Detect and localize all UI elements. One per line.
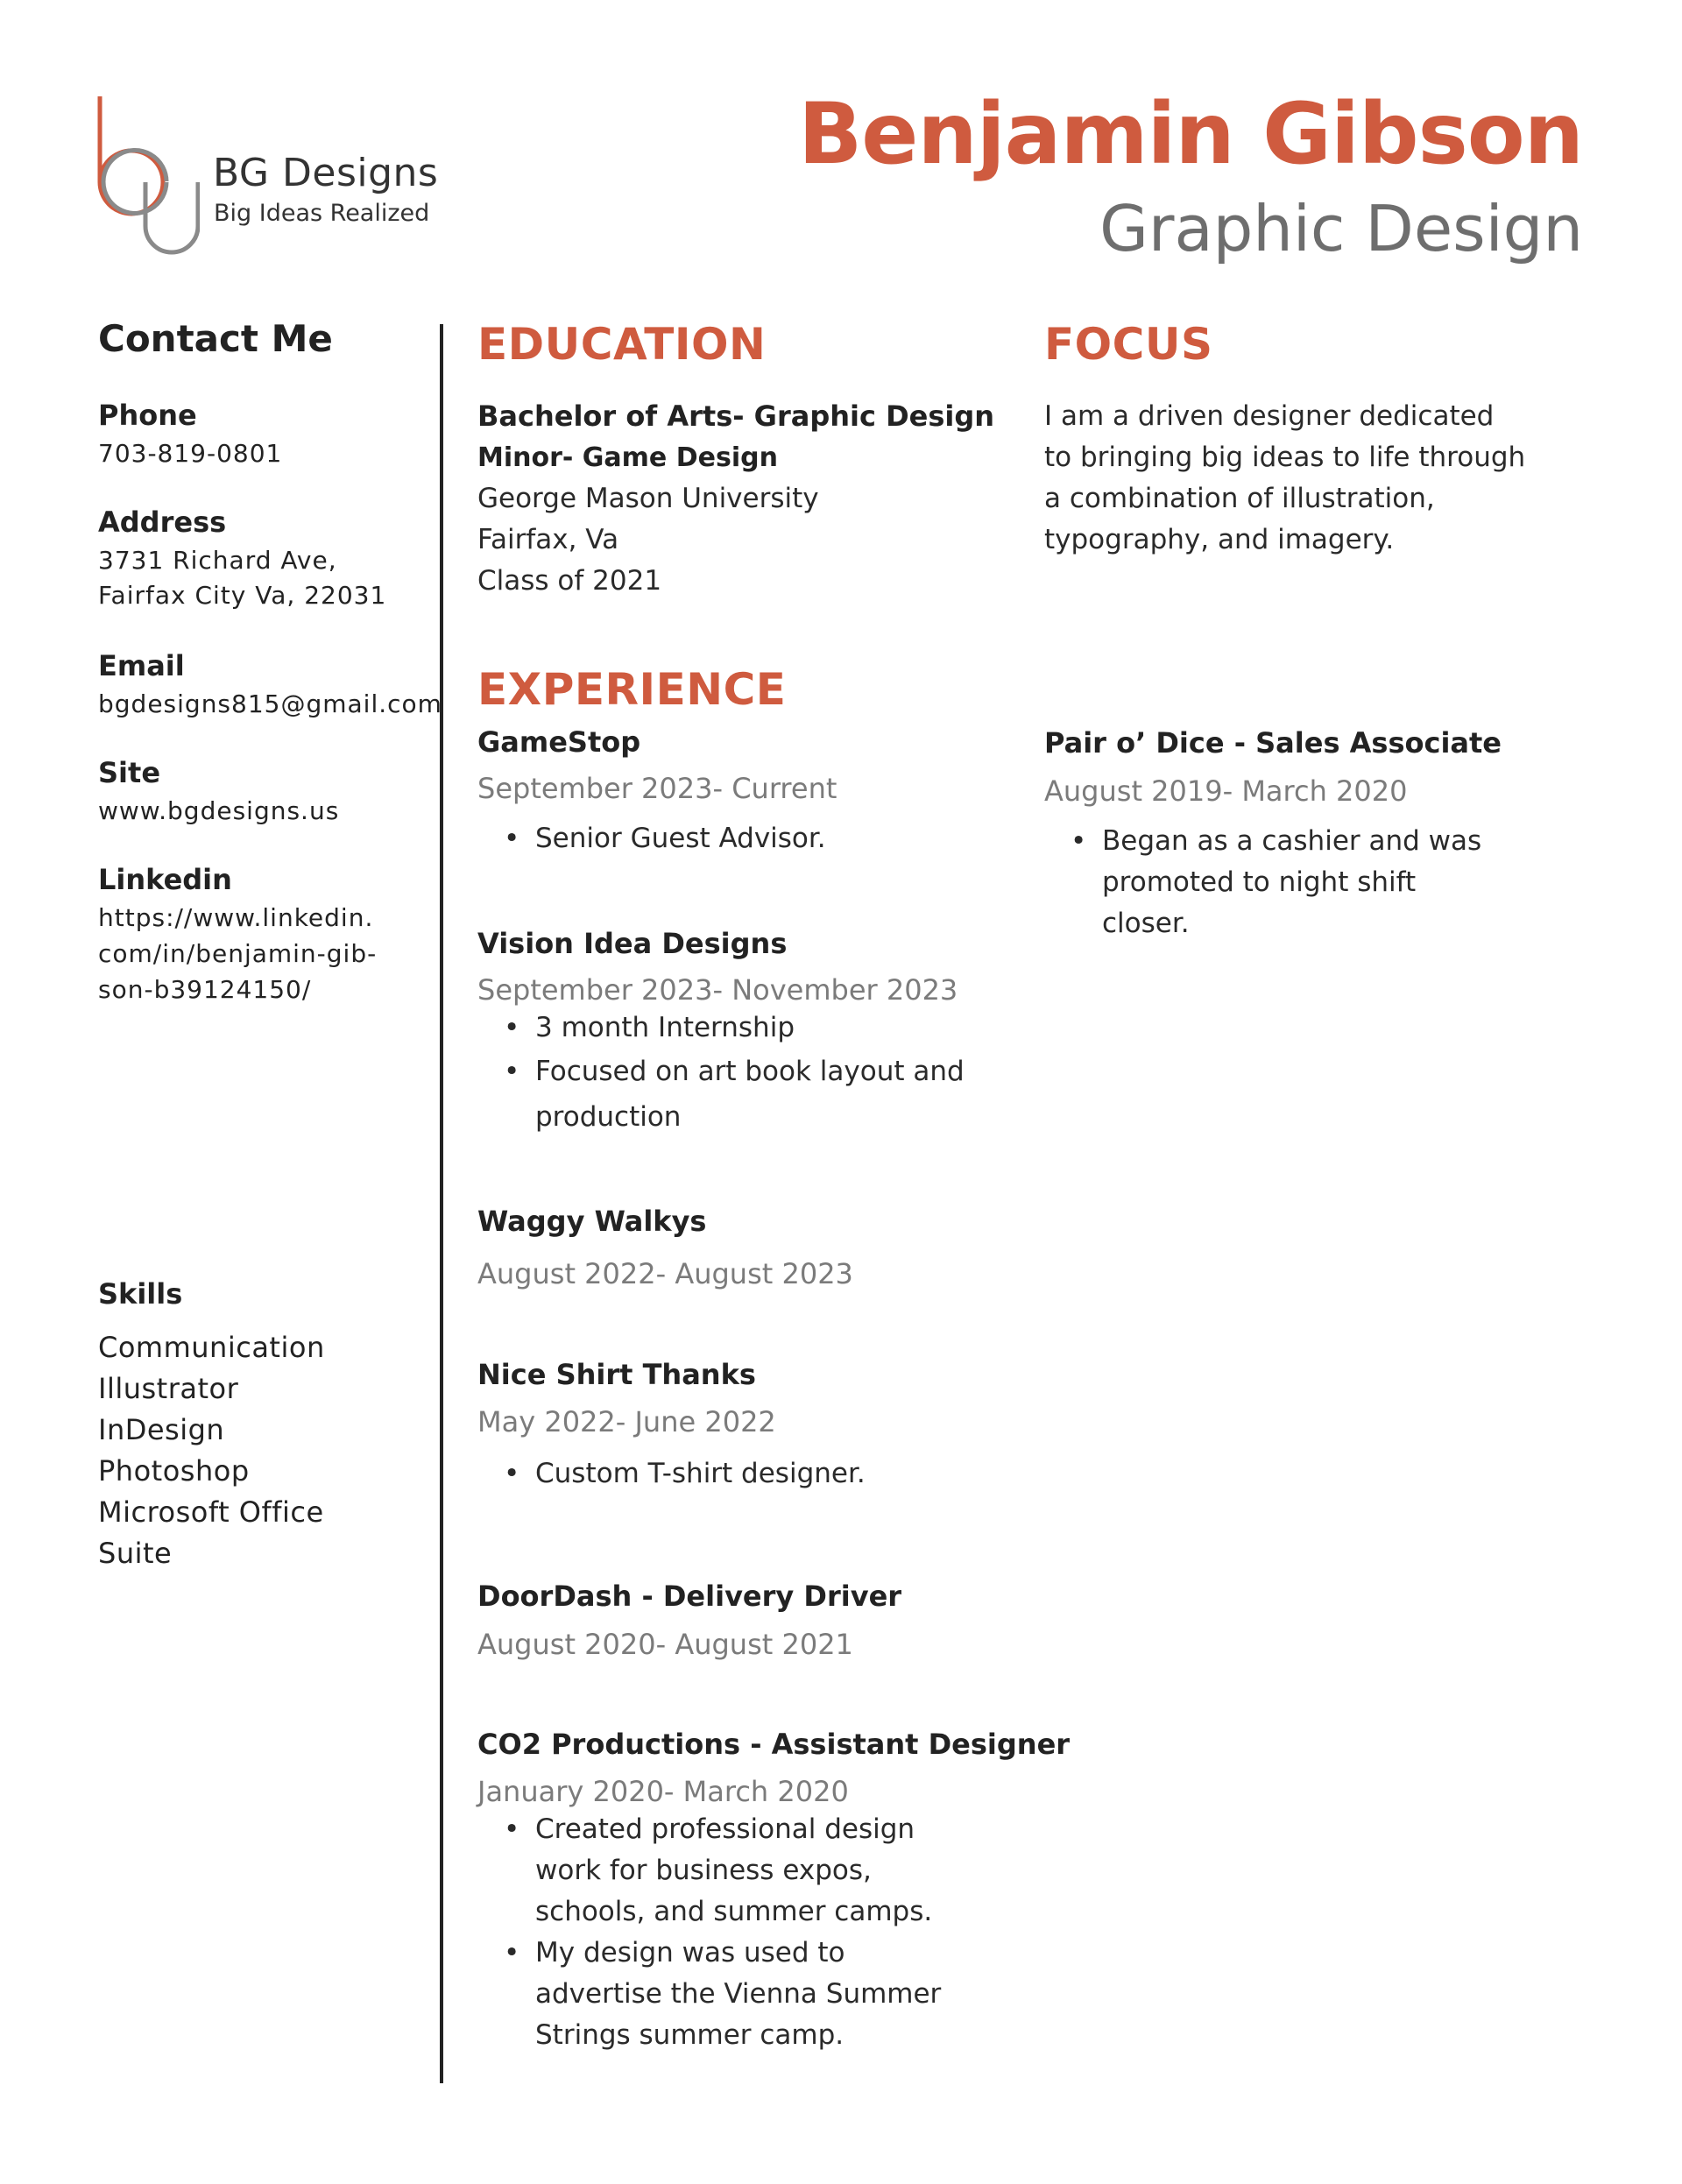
job-bullet: • Began as a cashier and was promoted to night shift closer. <box>1044 821 1509 944</box>
site-label: Site <box>98 756 161 789</box>
job-entry <box>477 725 1038 859</box>
linkedin-line: son-b39124150/ <box>98 975 312 1004</box>
email-link[interactable]: bgdesigns815@gmail.com <box>98 689 442 718</box>
bg-monogram-icon <box>95 95 200 261</box>
school-city: Fairfax, Va <box>477 524 619 555</box>
job-dates: September 2023- Current <box>477 772 837 806</box>
skill-item: Suite <box>98 1537 173 1570</box>
skill-item: Illustrator <box>98 1372 239 1405</box>
job-title: Vision Idea Designs <box>477 927 788 960</box>
job-bullets <box>477 1007 968 1140</box>
job-bullet: • Custom T-shirt designer. <box>477 1453 1038 1495</box>
focus-line: to bringing big ideas to life through <box>1044 442 1526 473</box>
focus-line: typography, and imagery. <box>1044 524 1395 555</box>
contact-heading: Contact Me <box>98 317 333 360</box>
graduation-class: Class of 2021 <box>477 565 662 597</box>
focus-line: a combination of illustration, <box>1044 483 1435 514</box>
column-divider <box>440 324 443 2083</box>
job-title: CO2 Productions - Assistant Designer <box>477 1728 1071 1761</box>
degree: Bachelor of Arts- Graphic Design <box>477 399 995 433</box>
education-heading: EDUCATION <box>477 319 767 370</box>
linkedin-label: Linkedin <box>98 863 232 896</box>
page-title: Benjamin Gibson <box>798 85 1583 183</box>
job-entry <box>477 1205 1038 1291</box>
phone-value: 703-819-0801 <box>98 439 283 468</box>
skill-item: Microsoft Office <box>98 1495 324 1529</box>
job-bullets <box>1044 821 1509 944</box>
job-dates: August 2020- August 2021 <box>477 1628 853 1662</box>
job-bullet: • 3 month Internship <box>477 1007 968 1049</box>
skill-item: InDesign <box>98 1413 225 1446</box>
job-title: DoorDash - Delivery Driver <box>477 1580 902 1613</box>
job-title: Nice Shirt Thanks <box>477 1358 756 1391</box>
brand-logo <box>95 95 463 261</box>
phone-label: Phone <box>98 399 197 432</box>
linkedin-line: https://www.linkedin. <box>98 903 374 932</box>
job-dates: September 2023- November 2023 <box>477 973 958 1007</box>
skills-list <box>98 1327 325 1574</box>
job-bullets <box>477 1809 968 2056</box>
experience-heading: EXPERIENCE <box>477 664 787 715</box>
brand-name: BG Designs <box>213 151 439 195</box>
focus-heading: FOCUS <box>1044 319 1213 370</box>
job-dates: May 2022- June 2022 <box>477 1405 776 1439</box>
job-bullet: • Focused on art book layout and production <box>477 1049 968 1140</box>
job-bullet: • Created professional design work for business expos, schools, and summer camps. <box>477 1809 968 1933</box>
job-title: GameStop <box>477 725 641 759</box>
education-block <box>477 396 994 602</box>
focus-text <box>1044 396 1525 561</box>
brand-tagline: Big Ideas Realized <box>214 200 430 227</box>
address-label: Address <box>98 505 227 539</box>
linkedin-line: com/in/benjamin-gib- <box>98 939 378 968</box>
job-bullet: • My design was used to advertise the Vienna Summer Strings summer camp. <box>477 1933 968 2056</box>
job-bullet: • Senior Guest Advisor. <box>477 818 1038 859</box>
job-bullets <box>477 818 1038 859</box>
job-bullets <box>477 1453 1038 1495</box>
email-label: Email <box>98 649 185 682</box>
minor: Minor- Game Design <box>477 442 778 473</box>
job-title: Pair o’ Dice - Sales Associate <box>1044 726 1502 760</box>
skill-item: Communication <box>98 1331 325 1364</box>
job-title: Waggy Walkys <box>477 1205 707 1238</box>
focus-line: I am a driven designer dedicated <box>1044 400 1495 432</box>
site-link[interactable]: www.bgdesigns.us <box>98 796 340 825</box>
job-entry <box>477 1728 1071 2056</box>
address-line-2: Fairfax City Va, 22031 <box>98 581 387 610</box>
skill-item: Photoshop <box>98 1454 250 1488</box>
skills-heading: Skills <box>98 1277 183 1311</box>
page-subtitle: Graphic Design <box>1099 192 1583 265</box>
linkedin-link[interactable] <box>98 900 377 1007</box>
job-entry <box>477 1580 1038 1662</box>
job-entry <box>1044 726 1587 944</box>
job-dates: January 2020- March 2020 <box>477 1775 849 1809</box>
job-entry <box>477 927 1038 1140</box>
address-line-1: 3731 Richard Ave, <box>98 546 337 575</box>
school: George Mason University <box>477 483 819 514</box>
job-dates: August 2022- August 2023 <box>477 1257 853 1291</box>
job-entry <box>477 1358 1038 1495</box>
job-dates: August 2019- March 2020 <box>1044 774 1408 809</box>
